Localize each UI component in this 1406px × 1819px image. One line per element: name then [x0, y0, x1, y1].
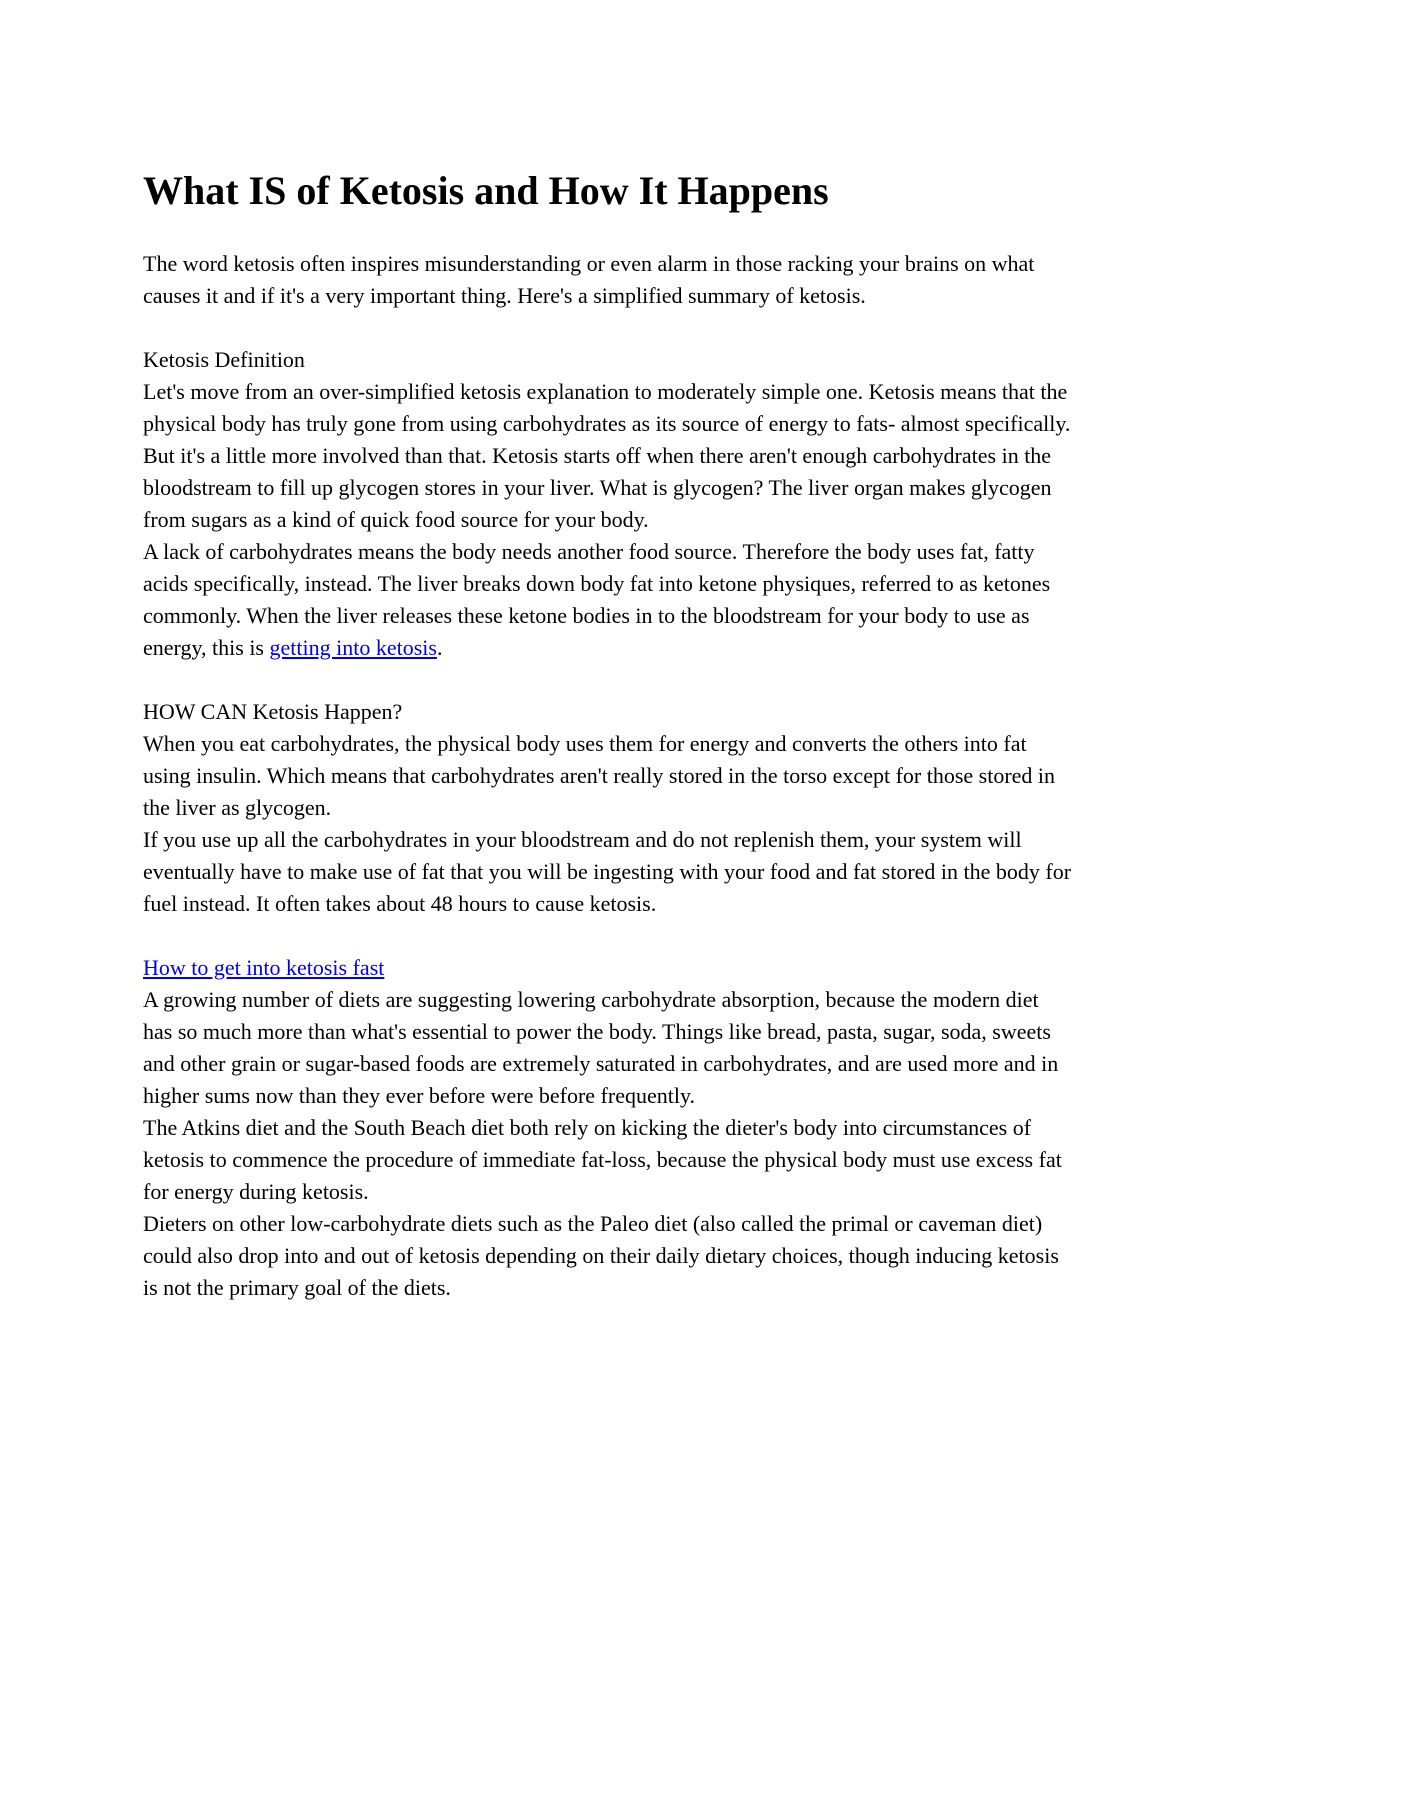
document-body — [143, 248, 1073, 1304]
text-run: The Atkins diet and the South Beach diet both rely on kicking the dieter's body into circumstances of ketosis to commence the procedure of immediate fat-loss, because the physical body must use excess fat for energy during ketosis. — [143, 1115, 1062, 1204]
paragraph-diets-1 — [143, 984, 1073, 1112]
paragraph-diets-2 — [143, 1112, 1073, 1208]
paragraph-diets-3 — [143, 1208, 1073, 1304]
paragraph-intro — [143, 248, 1073, 312]
paragraph-ketosis-definition-3 — [143, 536, 1073, 664]
text-run: . — [436, 635, 443, 660]
text-run: If you use up all the carbohydrates in your bloodstream and do not replenish them, your system will eventually have to make use of fat that you will be ingesting with your food and fat stored in the body for fuel instead. It often takes about 48 hours to cause ketosis. — [143, 827, 1072, 916]
paragraph-ketosis-definition-2 — [143, 440, 1073, 536]
paragraph-ketosis-definition-heading — [143, 344, 1073, 376]
how-to-get-into-ketosis-fast-link[interactable]: How to get into ketosis fast — [143, 955, 385, 980]
text-run: The word ketosis often inspires misunderstanding or even alarm in those racking your brains on what causes it and if it's a very important thing. Here's a simplified summary of ketosis. — [143, 251, 1035, 308]
paragraph-how-to-get-into-ketosis-fast-heading — [143, 952, 1073, 984]
text-run: A growing number of diets are suggesting lowering carbohydrate absorption, because the modern diet has so much more than what's essential to power the body. Things like bread, pasta, sugar, soda, sweets and other grain or sugar-based foods are extremely saturated in carbohydrates, and are used more and in higher sums now than they ever before were before frequently. — [143, 987, 1059, 1108]
page-title: What IS of Ketosis and How It Happens — [143, 168, 829, 213]
text-run: Let's move from an over-simplified ketosis explanation to moderately simple one. Ketosis means that the physical body has truly gone from using carbohydrates as its source of energy to fats- almost specifically. — [143, 379, 1071, 436]
text-run: Dieters on other low-carbohydrate diets such as the Paleo diet (also called the primal or caveman diet) could also drop into and out of ketosis depending on their daily dietary choices, though inducing ketosis is not the primary goal of the diets. — [143, 1211, 1059, 1300]
text-run: But it's a little more involved than that. Ketosis starts off when there aren't enough carbohydrates in the bloodstream to fill up glycogen stores in your liver. What is glycogen? The liver organ makes glycogen from sugars as a kind of quick food source for your body. — [143, 443, 1052, 532]
text-run: When you eat carbohydrates, the physical body uses them for energy and converts the others into fat using insulin. Which means that carbohydrates aren't really stored in the torso except for those stored in the liver as glycogen. — [143, 731, 1056, 820]
paragraph-how-can-heading — [143, 696, 1073, 728]
paragraph-ketosis-definition-1 — [143, 376, 1073, 440]
text-run: A lack of carbohydrates means the body needs another food source. Therefore the body uses fat, fatty acids specifically, instead. The liver breaks down body fat into ketone physiques, referred to as ketones commonly. When the liver releases these ketone bodies in to the bloodstream for your body to use as energy, this is — [143, 539, 1051, 660]
paragraph-how-can-2 — [143, 824, 1073, 920]
paragraph-how-can-1 — [143, 728, 1073, 824]
getting-into-ketosis-link[interactable]: getting into ketosis — [269, 635, 437, 660]
text-run: Ketosis Definition — [143, 347, 305, 372]
text-run: HOW CAN Ketosis Happen? — [143, 699, 403, 724]
